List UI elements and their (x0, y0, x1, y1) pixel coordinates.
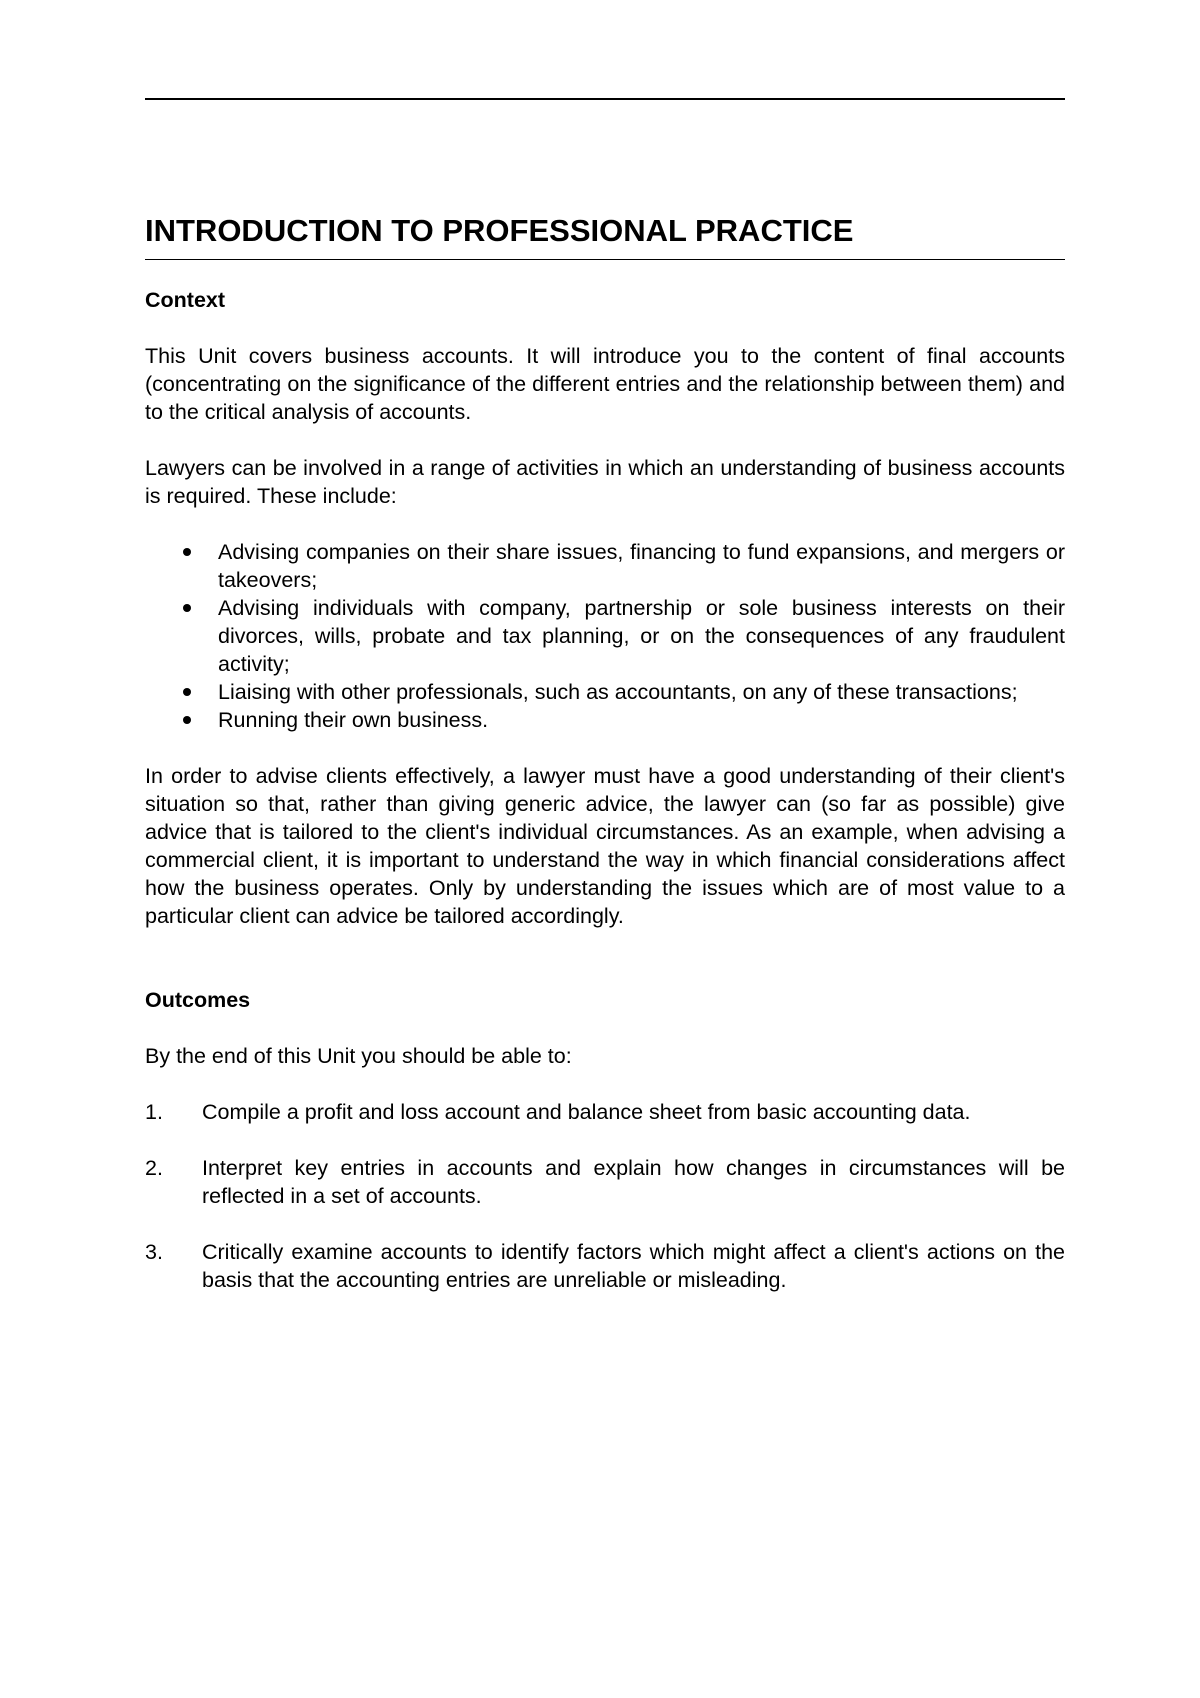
list-item-number: 2. (145, 1156, 163, 1180)
list-item-text: Critically examine accounts to identify factors which might affect a client's actions on the basis that the accounting entries are unreliable or misleading. (202, 1240, 1065, 1292)
context-paragraph-1: This Unit covers business accounts. It will introduce you to the content of final accounts (concentrating on the significance of the different entries and the relationship between them) and to the critical analysis of accounts. (145, 344, 1065, 424)
list-item-text: Running their own business. (218, 708, 489, 732)
list-item (145, 678, 1065, 706)
list-item (145, 594, 1065, 678)
context-paragraph-3: In order to advise clients effectively, a lawyer must have a good understanding of their client's situation so that, rather than giving generic advice, the lawyer can (so far as possible) give advice that is tailored to the client's individual circumstances. As an example, when advising a commercial client, it is important to understand the way in which financial considerations affect how the business operates. Only by understanding the issues which are of most value to a particular client can advice be tailored accordingly. (145, 764, 1065, 928)
context-heading: Context (145, 288, 226, 312)
list-item (145, 1154, 1065, 1210)
list-item-number: 1. (145, 1100, 163, 1124)
list-item (145, 538, 1065, 594)
bullet-icon (183, 604, 191, 612)
list-item (145, 1238, 1065, 1294)
title-rule (145, 259, 1065, 260)
list-item-text: Interpret key entries in accounts and explain how changes in circumstances will be reflected in a set of accounts. (202, 1156, 1065, 1208)
bullet-icon (183, 688, 191, 696)
list-item-text: Advising companies on their share issues, financing to fund expansions, and mergers or takeovers; (218, 540, 1065, 592)
list-item-text: Liaising with other professionals, such as accountants, on any of these transactions; (218, 680, 1018, 704)
document-page (145, 0, 1065, 1698)
list-item (145, 706, 1065, 734)
list-item-text: Compile a profit and loss account and balance sheet from basic accounting data. (202, 1100, 971, 1124)
bullet-icon (183, 716, 191, 724)
header-rule (145, 98, 1065, 100)
list-item-text: Advising individuals with company, partnership or sole business interests on their divorces, wills, probate and tax planning, or on the consequences of any fraudulent activity; (218, 596, 1065, 676)
activities-list (145, 538, 1065, 734)
list-item (145, 1098, 1065, 1126)
list-item-number: 3. (145, 1240, 163, 1264)
outcomes-heading: Outcomes (145, 988, 251, 1012)
outcomes-intro: By the end of this Unit you should be able to: (145, 1044, 572, 1068)
document-title: INTRODUCTION TO PROFESSIONAL PRACTICE (145, 212, 854, 248)
document-body (145, 286, 1065, 1294)
context-paragraph-2: Lawyers can be involved in a range of activities in which an understanding of business accounts is required. These include: (145, 456, 1065, 508)
outcomes-list (145, 1098, 1065, 1294)
bullet-icon (183, 548, 191, 556)
